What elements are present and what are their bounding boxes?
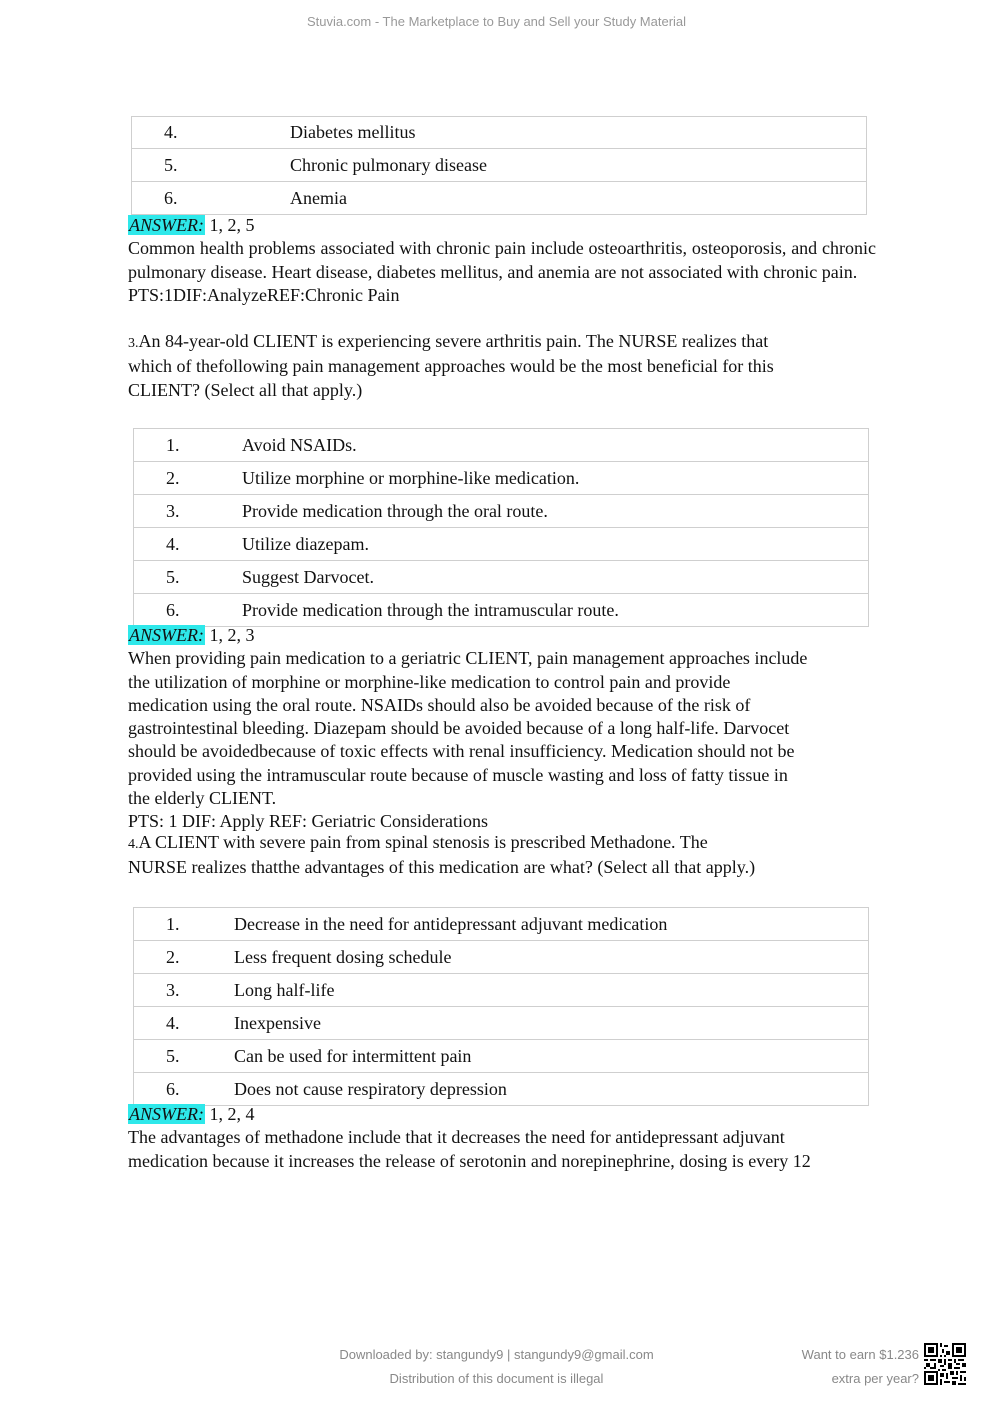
q3-stem bbox=[128, 330, 876, 402]
answer-line bbox=[128, 1103, 876, 1126]
option-number: 3. bbox=[166, 500, 180, 521]
option-number: 4. bbox=[166, 1012, 180, 1033]
stem-line: which of thefollowing pain management approaches would be the most beneficial for this bbox=[128, 356, 774, 377]
rationale-line: The advantages of methadone include that it decreases the need for antidepressant adjuvant bbox=[128, 1127, 785, 1148]
option-text: Decrease in the need for antidepressant adjuvant medication bbox=[234, 913, 668, 934]
question-number: 3. bbox=[128, 336, 139, 351]
answer-label: ANSWER: bbox=[129, 1104, 204, 1124]
q4-options-table bbox=[133, 907, 869, 1106]
answer-value: 1, 2, 4 bbox=[204, 1104, 255, 1124]
stem-line: CLIENT? (Select all that apply.) bbox=[128, 379, 363, 400]
table-row bbox=[134, 495, 868, 528]
option-text: Utilize morphine or morphine-like medication. bbox=[242, 467, 580, 488]
rationale-line: medication because it increases the release of serotonin and norepinephrine, dosing is every 12 bbox=[128, 1150, 811, 1171]
stem-text: An 84-year-old CLIENT is experiencing severe arthritis pain. The NURSE realizes that bbox=[138, 331, 769, 351]
option-text: Long half-life bbox=[234, 979, 335, 1000]
option-number: 6. bbox=[166, 599, 180, 620]
table-row bbox=[134, 974, 868, 1007]
option-text: Provide medication through the oral route. bbox=[242, 500, 548, 521]
option-text: Provide medication through the intramuscular route. bbox=[242, 599, 619, 620]
option-number: 6. bbox=[164, 187, 178, 208]
table-row bbox=[134, 908, 868, 941]
question-meta: PTS: 1 DIF: Apply REF: Geriatric Considerations bbox=[128, 811, 488, 832]
rationale-text: Common health problems associated with chronic pain include osteoarthritis, osteoporosis, and chronic pulmonary disease. Heart disease, diabetes mellitus, and anemia are not associated with chronic pain. bbox=[128, 238, 876, 282]
option-text: Does not cause respiratory depression bbox=[234, 1078, 507, 1099]
table-row bbox=[134, 429, 868, 462]
footer-downloaded-by: Downloaded by: stangundy9 | stangundy9@gmail.com bbox=[339, 1347, 654, 1362]
table-row bbox=[132, 117, 866, 149]
option-number: 4. bbox=[166, 533, 180, 554]
q4-answer-block bbox=[128, 1103, 876, 1173]
option-text: Diabetes mellitus bbox=[290, 122, 416, 142]
rationale-line: should be avoidedbecause of toxic effects with renal insufficiency. Medication should not be bbox=[128, 741, 795, 762]
rationale-line: provided using the intramuscular route because of muscle wasting and loss of fatty tissue in bbox=[128, 764, 788, 785]
q2-options-table bbox=[131, 116, 867, 215]
option-number: 1. bbox=[166, 913, 180, 934]
option-number: 2. bbox=[166, 946, 180, 967]
table-row bbox=[134, 561, 868, 594]
answer-label: ANSWER: bbox=[129, 215, 204, 235]
stem-line bbox=[128, 330, 876, 355]
q3-options-table bbox=[133, 428, 869, 627]
option-number: 5. bbox=[166, 566, 180, 587]
rationale-line: the elderly CLIENT. bbox=[128, 788, 277, 809]
answer-label: ANSWER: bbox=[129, 625, 204, 645]
q3-answer-block bbox=[128, 624, 876, 834]
footer-distribution-notice: Distribution of this document is illegal bbox=[389, 1371, 604, 1386]
option-text: Can be used for intermittent pain bbox=[234, 1045, 472, 1066]
table-row bbox=[134, 941, 868, 974]
option-number: 2. bbox=[166, 467, 180, 488]
option-number: 1. bbox=[166, 434, 180, 455]
option-text: Inexpensive bbox=[234, 1012, 321, 1033]
q2-answer-block bbox=[128, 214, 876, 307]
option-number: 4. bbox=[164, 122, 178, 142]
table-row bbox=[134, 1073, 868, 1105]
q4-stem bbox=[128, 831, 876, 880]
option-number: 5. bbox=[166, 1045, 180, 1066]
option-text: Anemia bbox=[290, 187, 347, 208]
question-meta: PTS:1DIF:AnalyzeREF:Chronic Pain bbox=[128, 284, 400, 305]
table-row bbox=[134, 462, 868, 495]
option-number: 6. bbox=[166, 1078, 180, 1099]
rationale-line: the utilization of morphine or morphine-like medication to control pain and provide bbox=[128, 671, 731, 692]
rationale-line: When providing pain medication to a geriatric CLIENT, pain management approaches include bbox=[128, 648, 808, 669]
qr-code-icon[interactable] bbox=[924, 1343, 966, 1385]
footer-earn-link-2[interactable]: extra per year? bbox=[831, 1371, 919, 1386]
question-number: 4. bbox=[128, 837, 139, 852]
table-row bbox=[132, 149, 866, 182]
answer-line bbox=[128, 214, 876, 237]
rationale-line: gastrointestinal bleeding. Diazepam should be avoided because of a long half-life. Darvocet bbox=[128, 718, 790, 739]
answer-value: 1, 2, 5 bbox=[204, 215, 255, 235]
option-text: Less frequent dosing schedule bbox=[234, 946, 452, 967]
footer-earn-link[interactable]: Want to earn $1.236 bbox=[801, 1347, 919, 1362]
option-number: 3. bbox=[166, 979, 180, 1000]
answer-value: 1, 2, 3 bbox=[204, 625, 255, 645]
answer-line bbox=[128, 624, 876, 647]
table-row bbox=[132, 182, 866, 214]
option-text: Suggest Darvocet. bbox=[242, 566, 374, 587]
page-header: Stuvia.com - The Marketplace to Buy and Sell your Study Material bbox=[306, 14, 687, 29]
rationale-line: medication using the oral route. NSAIDs should also be avoided because of the risk of bbox=[128, 694, 751, 715]
stem-text: A CLIENT with severe pain from spinal stenosis is prescribed Methadone. The bbox=[138, 832, 708, 852]
table-row bbox=[134, 528, 868, 561]
table-row bbox=[134, 594, 868, 626]
stem-line bbox=[128, 831, 876, 856]
option-text: Chronic pulmonary disease bbox=[290, 154, 487, 175]
option-number: 5. bbox=[164, 154, 178, 175]
option-text: Avoid NSAIDs. bbox=[242, 434, 357, 455]
table-row bbox=[134, 1007, 868, 1040]
option-text: Utilize diazepam. bbox=[242, 533, 369, 554]
stem-line: NURSE realizes thatthe advantages of this medication are what? (Select all that apply.) bbox=[128, 857, 756, 878]
table-row bbox=[134, 1040, 868, 1073]
